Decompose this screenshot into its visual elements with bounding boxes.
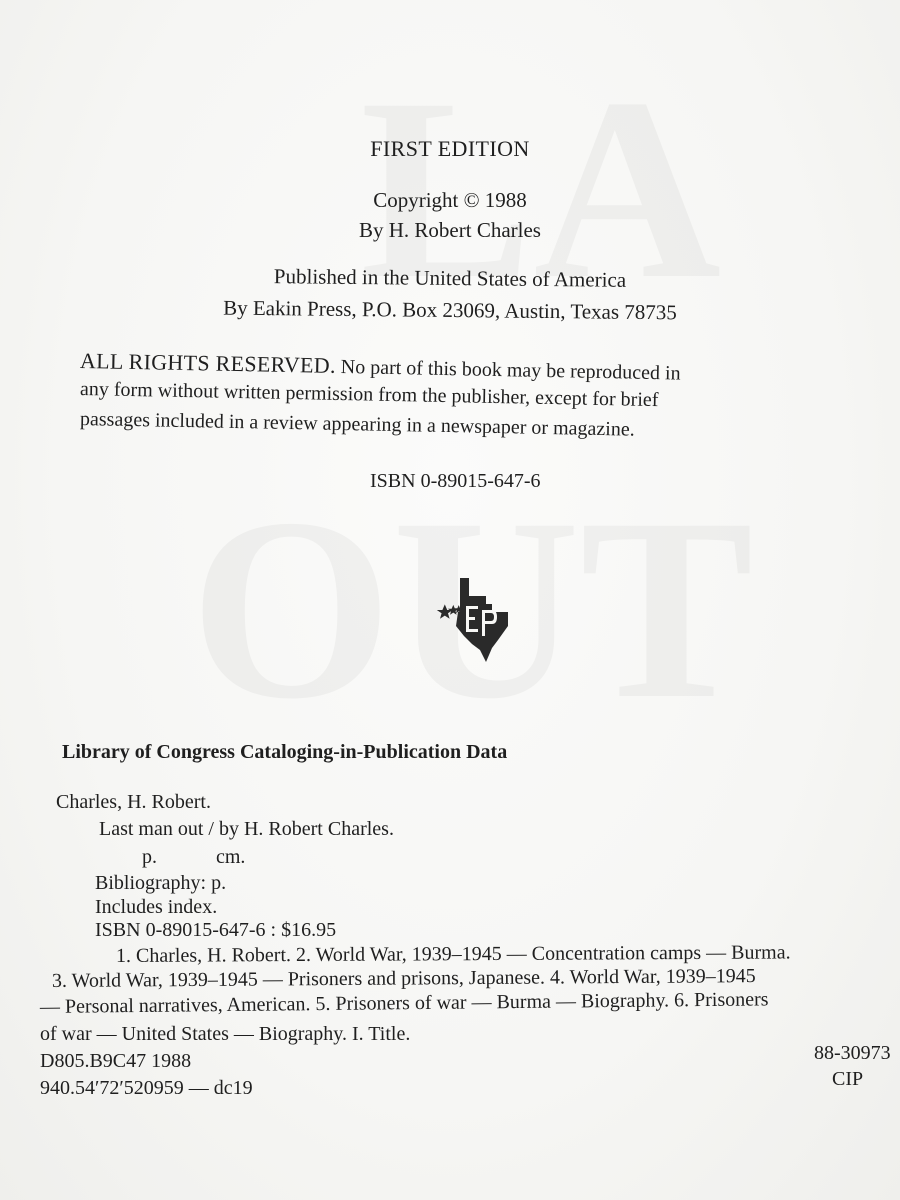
cip-lccn: 88-30973 bbox=[814, 1042, 891, 1064]
publisher-logo-icon bbox=[436, 574, 514, 666]
isbn-line: ISBN 0-89015-647-6 bbox=[370, 470, 541, 492]
cip-dewey: 940.54′72′520959 — dc19 bbox=[40, 1077, 253, 1099]
cip-heading: Library of Congress Cataloging-in-Publication Data bbox=[62, 741, 508, 763]
copyright-line: Copyright © 1988 bbox=[373, 188, 527, 212]
rights-line-1-rest: No part of this book may be reproduced in bbox=[335, 355, 681, 385]
cip-subject-line-4: of war — United States — Biography. I. Title. bbox=[40, 1023, 411, 1045]
cip-author: Charles, H. Robert. bbox=[56, 791, 211, 813]
cip-physical-p: p. bbox=[142, 846, 157, 868]
edition-line: FIRST EDITION bbox=[370, 136, 530, 161]
cip-subject-line-2: 3. World War, 1939–1945 — Prisoners and prisons, Japanese. 4. World War, 1939–1945 bbox=[51, 965, 756, 992]
publisher-country-line: Published in the United States of America bbox=[273, 264, 627, 292]
publisher-address-line: By Eakin Press, P.O. Box 23069, Austin, Texas 78735 bbox=[223, 295, 677, 325]
copyright-author-line: By H. Robert Charles bbox=[359, 218, 541, 242]
cip-physical-cm: cm. bbox=[216, 846, 246, 868]
rights-line-2: any form without written permission from the publisher, except for brief bbox=[79, 378, 659, 412]
cip-bibliography: Bibliography: p. bbox=[95, 872, 227, 894]
cip-isbn: ISBN 0-89015-647-6 : $16.95 bbox=[95, 919, 337, 941]
cip-classification: D805.B9C47 1988 bbox=[40, 1050, 192, 1072]
rights-line-3: passages included in a review appearing in a newspaper or magazine. bbox=[79, 408, 635, 441]
cip-subject-line-3: — Personal narratives, American. 5. Prisoners of war — Burma — Biography. 6. Prisoners bbox=[39, 988, 769, 1018]
cip-index: Includes index. bbox=[95, 896, 218, 918]
cip-label: CIP bbox=[832, 1068, 864, 1090]
cip-subject-line-1: 1. Charles, H. Robert. 2. World War, 1939–1945 — Concentration camps — Burma. bbox=[115, 941, 791, 967]
rights-caps: ALL RIGHTS RESERVED. bbox=[79, 348, 337, 378]
cip-title: Last man out / by H. Robert Charles. bbox=[99, 818, 394, 840]
